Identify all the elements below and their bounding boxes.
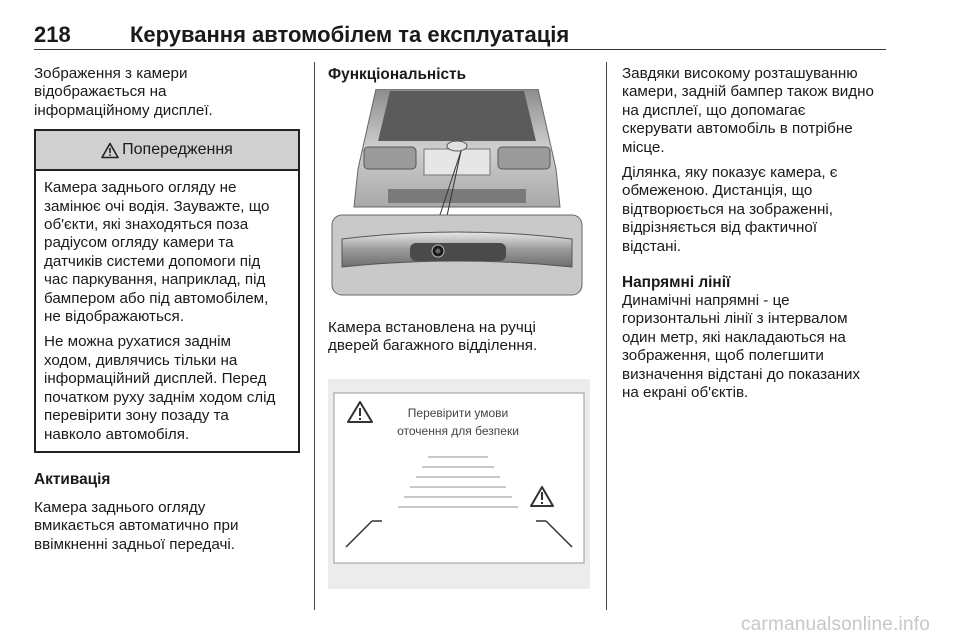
warning-title: Попередження xyxy=(122,141,233,159)
column-middle xyxy=(328,65,594,589)
column-left xyxy=(34,65,302,554)
activation-paragraph: Камера заднього огляду вмикається автоматично при ввімкненні задньої передачі. xyxy=(34,498,239,553)
page-header xyxy=(34,22,886,50)
watermark: carmanualsonline.info xyxy=(740,614,930,635)
paragraph-guidelines: Динамічні напрямні - це горизонтальні лінії з інтервалом один метр, які накладаються на зображення, щоб полегшити визначення відстані до показаних на екрані об'єктів. xyxy=(622,292,861,402)
column-right xyxy=(622,65,888,403)
section-heading-guidelines: Напрямні лінії xyxy=(622,274,731,292)
warning-triangle-icon xyxy=(101,142,119,159)
paragraph-area: Ділянка, яку показує камера, є обмеженою. Дистанція, що відтворюється на зображенні, відрізняється від фактичної відстані. xyxy=(622,164,838,255)
rear-camera-illustration xyxy=(328,89,586,301)
page-number: 218 xyxy=(34,22,71,47)
camera-display-screenshot xyxy=(328,379,590,589)
section-heading-activation: Активація xyxy=(34,470,111,488)
warning-paragraph-2: Не можна рухатися заднім ходом, дивлячись тільки на інформаційний дисплей. Перед початком руху заднім ходом слід перевірити зону позаду та навколо автомобіля. xyxy=(44,333,276,443)
warning-body xyxy=(36,171,298,451)
intro-paragraph: Зображення з камери відображається на інформаційному дисплеї. xyxy=(34,65,213,119)
warning-box xyxy=(34,129,300,453)
camera-caption: Камера встановлена на ручці дверей багажного відділення. xyxy=(328,319,538,355)
header-rule xyxy=(34,49,886,50)
chapter-title: Керування автомобілем та експлуатація xyxy=(130,22,570,47)
column-divider-2 xyxy=(606,62,607,610)
screen-message-line-1: Перевірити умови xyxy=(407,405,509,420)
warning-title-bar xyxy=(36,131,298,171)
paragraph-bumper: Завдяки високому розташуванню камери, задній бампер також видно на дисплеї, що допомагає скерувати автомобіль в потрібне місце. xyxy=(622,65,874,156)
screen-message-line-2: оточення для безпеки xyxy=(397,423,519,438)
section-heading-functionality: Функціональність xyxy=(328,66,467,83)
column-divider-1 xyxy=(314,62,315,610)
warning-paragraph-1: Камера заднього огляду не замінює очі водія. Зауважте, що об'єкти, які знаходяться поза радіусом огляду камери та датчиків системи допомоги під час паркування, наприклад, під бампером або під автомобілем, не відображаються. xyxy=(44,179,270,326)
